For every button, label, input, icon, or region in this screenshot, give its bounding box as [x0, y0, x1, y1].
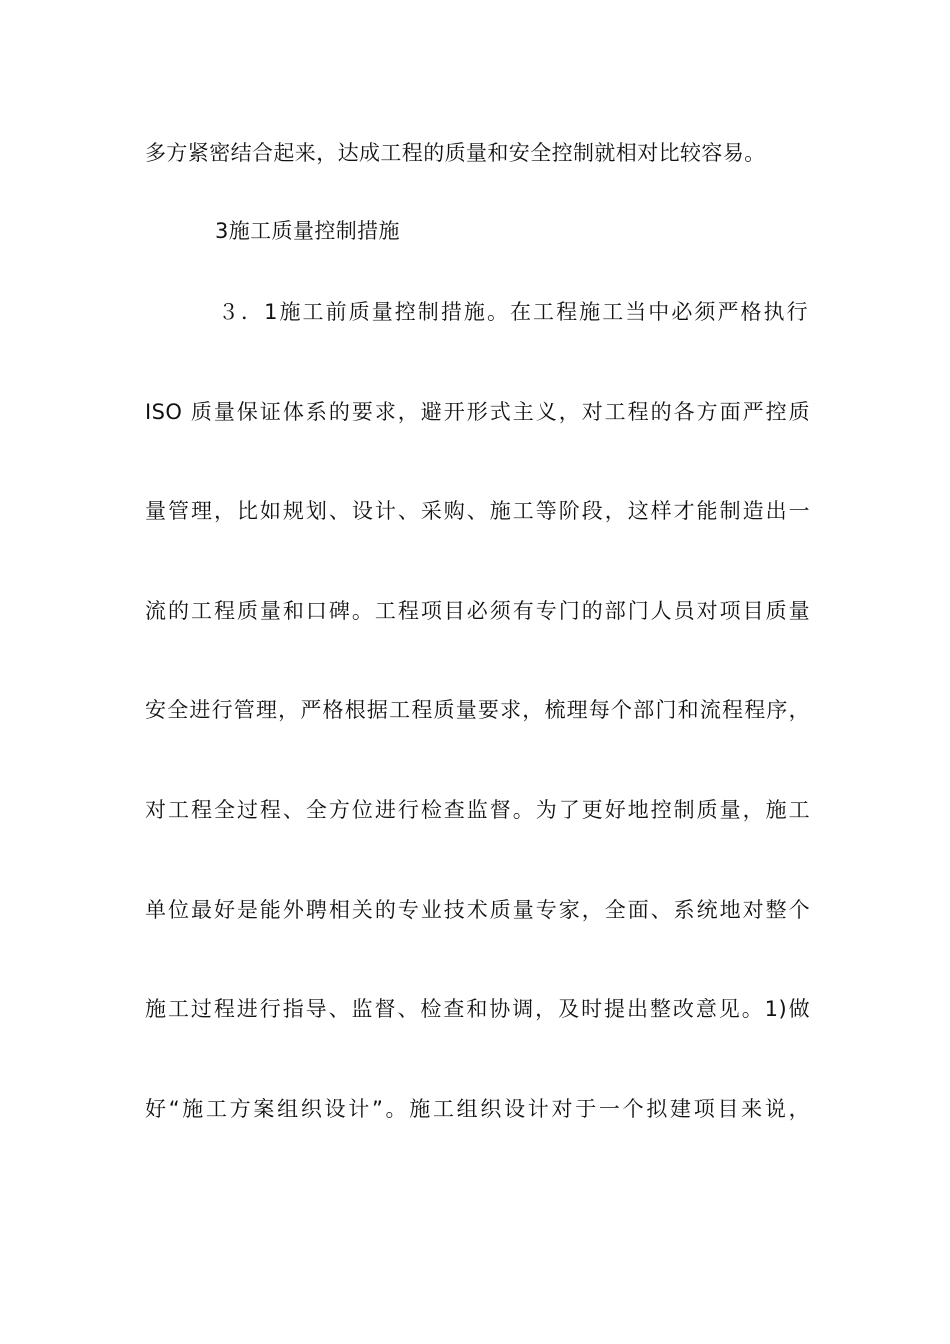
- paragraph-line: 安全进行管理，严格根据工程质量要求，梳理每个部门和流程程序，: [145, 698, 810, 722]
- paragraph-line: 施工过程进行指导、监督、检查和协调，及时提出整改意见。1)做: [145, 997, 810, 1021]
- paragraph-line: 流的工程质量和口碑。工程项目必须有专门的部门人员对项目质量: [145, 599, 810, 623]
- paragraph-line: 量管理，比如规划、设计、采购、施工等阶段，这样才能制造出一: [145, 499, 810, 523]
- section-heading: 3施工质量控制措施: [215, 219, 400, 243]
- paragraph-line: 多方紧密结合起来，达成工程的质量和安全控制就相对比较容易。: [145, 141, 766, 165]
- paragraph-line: 对工程全过程、全方位进行检查监督。为了更好地控制质量，施工: [145, 798, 810, 822]
- subsection-line: ３．1施工前质量控制措施。在工程施工当中必须严格执行: [218, 300, 808, 324]
- paragraph-line: ISO 质量保证体系的要求，避开形式主义，对工程的各方面严控质: [145, 400, 810, 424]
- paragraph-line: 好“施工方案组织设计”。施工组织设计对于一个拟建项目来说，: [145, 1097, 810, 1121]
- paragraph-line: 单位最好是能外聘相关的专业技术质量专家，全面、系统地对整个: [145, 898, 810, 922]
